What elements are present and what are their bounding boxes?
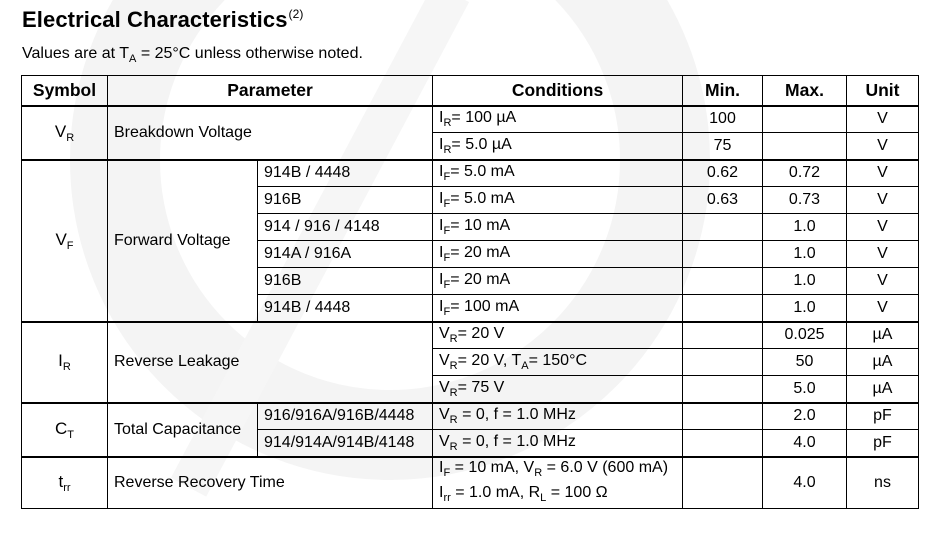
min-cell: 0.62 <box>683 160 763 187</box>
device-cell: 916/916A/916B/4448 <box>258 403 433 430</box>
condition-cell: $I_F= 20$ mA <box>433 268 683 295</box>
header-min: Min. <box>683 76 763 106</box>
unit-cell: V <box>847 106 919 133</box>
min-cell <box>683 322 763 349</box>
max-cell <box>763 106 847 133</box>
parameter-cell: Breakdown Voltage <box>108 106 433 160</box>
device-cell: 914/914A/914B/4148 <box>258 430 433 457</box>
unit-cell: ns <box>847 457 919 509</box>
symbol-cell: $V_R$ <box>22 106 108 160</box>
condition-cell: $V_R= 20$ V, $T_A= 150^\circ C$ <box>433 349 683 376</box>
symbol-cell: $C_T$ <box>22 403 108 457</box>
symbol-cell: $V_F$ <box>22 160 108 322</box>
condition-cell: $I_R= 5.0$ µA <box>433 133 683 160</box>
header-conditions: Conditions <box>433 76 683 106</box>
table-row <box>22 457 919 509</box>
device-cell: 916B <box>258 187 433 214</box>
unit-cell: V <box>847 160 919 187</box>
header-max: Max. <box>763 76 847 106</box>
min-cell <box>683 214 763 241</box>
condition-cell: $I_F= 20$ mA <box>433 241 683 268</box>
unit-cell: pF <box>847 403 919 430</box>
unit-cell: µA <box>847 349 919 376</box>
header-parameter: Parameter <box>108 76 433 106</box>
condition-cell <box>433 457 683 509</box>
max-cell: 0.025 <box>763 322 847 349</box>
section-title: Electrical Characteristics$^{(2)}$ <box>22 7 304 32</box>
max-cell: 0.73 <box>763 187 847 214</box>
symbol-cell: $t_{rr}$ <box>22 457 108 509</box>
table-row <box>22 322 919 349</box>
title-footnote: (2) <box>288 7 304 21</box>
conditions-note: Values are at $T_A = 25^\circ C$ unless otherwise noted. <box>22 45 363 65</box>
device-cell: 914B / 4448 <box>258 160 433 187</box>
header-symbol: Symbol <box>22 76 108 106</box>
condition-cell: $I_F= 10$ mA <box>433 214 683 241</box>
characteristics-table <box>21 75 919 509</box>
condition-cell: $I_F= 100$ mA <box>433 295 683 322</box>
max-cell: 2.0 <box>763 403 847 430</box>
device-cell: 914 / 916 / 4148 <box>258 214 433 241</box>
min-cell: 0.63 <box>683 187 763 214</box>
max-cell: 4.0 <box>763 457 847 509</box>
unit-cell: V <box>847 295 919 322</box>
min-cell: 100 <box>683 106 763 133</box>
table-row <box>22 160 919 187</box>
min-cell <box>683 457 763 509</box>
device-cell: 914B / 4448 <box>258 295 433 322</box>
condition-cell: $V_R= 20$ V <box>433 322 683 349</box>
min-cell <box>683 268 763 295</box>
unit-cell: pF <box>847 430 919 457</box>
symbol-cell: $I_R$ <box>22 322 108 403</box>
header-row <box>22 76 919 106</box>
parameter-cell: Reverse Recovery Time <box>108 457 433 509</box>
condition-cell: $I_F= 5.0$ mA <box>433 160 683 187</box>
device-cell: 914A / 916A <box>258 241 433 268</box>
condition-cell: $I_F= 5.0$ mA <box>433 187 683 214</box>
parameter-cell: Forward Voltage <box>108 160 258 322</box>
min-cell <box>683 430 763 457</box>
unit-cell: V <box>847 133 919 160</box>
min-cell <box>683 403 763 430</box>
max-cell: 1.0 <box>763 268 847 295</box>
header-unit: Unit <box>847 76 919 106</box>
device-cell: 916B <box>258 268 433 295</box>
unit-cell: V <box>847 214 919 241</box>
condition-cell: $V_R= 75$ V <box>433 376 683 403</box>
max-cell: 4.0 <box>763 430 847 457</box>
min-cell <box>683 295 763 322</box>
max-cell: 1.0 <box>763 241 847 268</box>
min-cell <box>683 376 763 403</box>
min-cell: 75 <box>683 133 763 160</box>
unit-cell: V <box>847 268 919 295</box>
max-cell: 5.0 <box>763 376 847 403</box>
unit-cell: V <box>847 187 919 214</box>
condition-cell: $V_R = 0$, f = 1.0 MHz <box>433 403 683 430</box>
max-cell: 1.0 <box>763 214 847 241</box>
condition-cell: $V_R = 0$, f = 1.0 MHz <box>433 430 683 457</box>
unit-cell: µA <box>847 322 919 349</box>
max-cell: 1.0 <box>763 295 847 322</box>
table-row <box>22 106 919 133</box>
table-row <box>22 403 919 430</box>
min-cell <box>683 241 763 268</box>
min-cell <box>683 349 763 376</box>
condition-cell: $I_R= 100$ µA <box>433 106 683 133</box>
parameter-cell: Total Capacitance <box>108 403 258 457</box>
max-cell <box>763 133 847 160</box>
condition-line: $I_{rr} = 1.0$ mA, $R_L = 100$ Ω <box>439 483 608 504</box>
unit-cell: V <box>847 241 919 268</box>
max-cell: 50 <box>763 349 847 376</box>
condition-line: $I_F = 10$ mA, $V_R = 6.0$ V (600 mA) <box>439 458 669 479</box>
unit-cell: µA <box>847 376 919 403</box>
max-cell: 0.72 <box>763 160 847 187</box>
parameter-cell: Reverse Leakage <box>108 322 433 403</box>
